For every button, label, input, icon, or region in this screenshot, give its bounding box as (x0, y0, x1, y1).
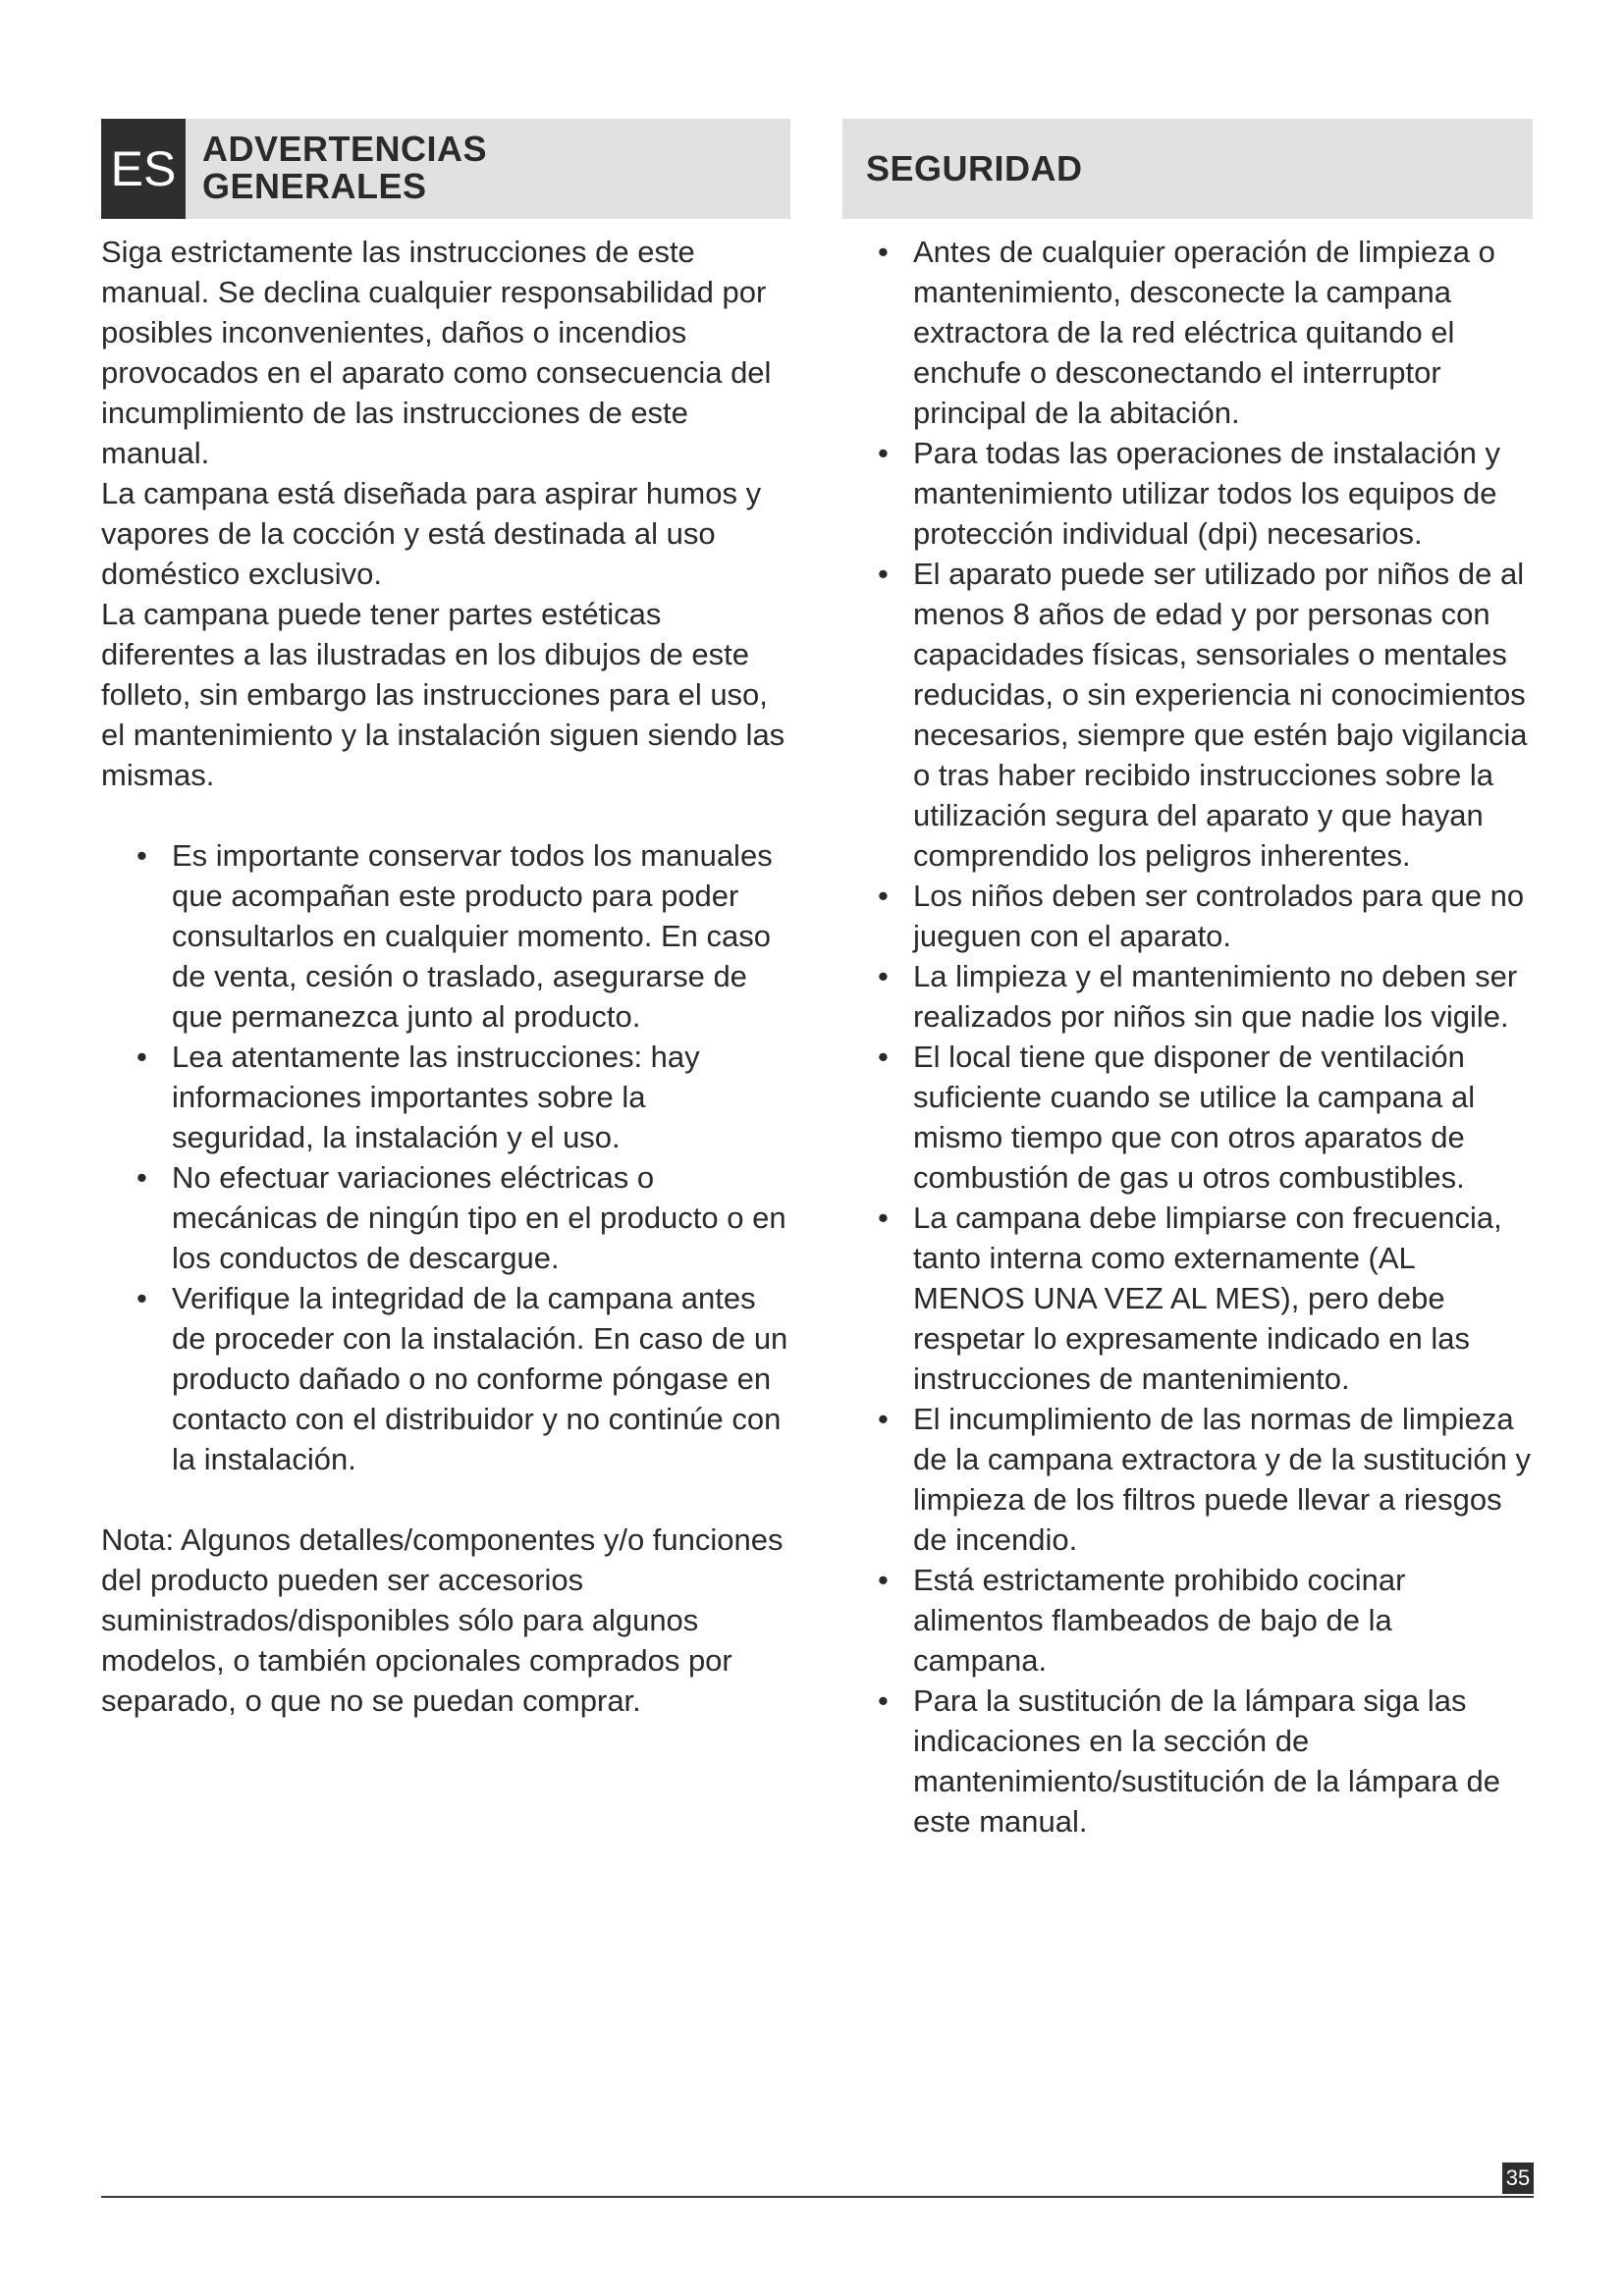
bullet-icon: • (878, 235, 889, 269)
paragraph: La campana está diseñada para aspirar humos y vapores de la cocción y está destinada al uso doméstico exclusivo. (101, 476, 762, 591)
bullet-icon: • (136, 1040, 147, 1074)
right-column (842, 119, 1533, 1842)
note-paragraph: Nota: Algunos detalles/componentes y/o funciones del producto pueden ser accesorios suministrados/disponibles sólo para algunos modelos, o también opcionales comprados por separado, o que no se puedan comprar. (101, 1522, 784, 1718)
list-item: • Verifique la integridad de la campana antes de proceder con la instalación. En caso de un producto dañado o no conforme póngase en contacto con el distribuidor y no continúe con la instalación. (101, 1278, 790, 1479)
list-item: • Está estrictamente prohibido cocinar alimentos flambeados de bajo de la campana. (842, 1560, 1533, 1681)
safety-header (842, 119, 1533, 219)
bullet-icon: • (878, 1402, 889, 1436)
bullet-icon: • (878, 1040, 889, 1074)
bullet-icon: • (136, 838, 147, 873)
list-item: • El aparato puede ser utilizado por niños de al menos 8 años de edad y por personas con capacidades físicas, sensoriales o mentales reducidas, o sin experiencia ni conocimientos necesarios, siempre que estén bajo vigilancia o tras haber recibido instrucciones sobre la utilización segura del aparato y que hayan comprendido los peligros inherentes. (842, 554, 1533, 876)
intro-paragraphs (101, 232, 790, 795)
list-item: • Para todas las operaciones de instalación y mantenimiento utilizar todos los equipos de protección individual (dpi) necesarios. (842, 433, 1533, 554)
paragraph: Siga estrictamente las instrucciones de este manual. Se declina cualquier responsabilidad por posibles inconvenientes, daños o incendios provocados en el aparato como consecuencia del incumplimiento de las instrucciones de este manual. (101, 235, 772, 470)
list-item: • Los niños deben ser controlados para que no jueguen con el aparato. (842, 876, 1533, 956)
list-item: • El local tiene que disponer de ventilación suficiente cuando se utilice la campana al mismo tiempo que con otros aparatos de combustión de gas u otros combustibles. (842, 1037, 1533, 1198)
list-item: • Para la sustitución de la lámpara siga las indicaciones en la sección de mantenimiento/sustitución de la lámpara de este manual. (842, 1681, 1533, 1842)
title-line-1: ADVERTENCIAS (202, 129, 488, 169)
bullet-icon: • (878, 1563, 889, 1597)
list-item: • La campana debe limpiarse con frecuencia, tanto interna como externamente (AL MENOS UNA VEZ AL MES), pero debe respetar lo expresamente indicado en las instrucciones de mantenimiento. (842, 1198, 1533, 1399)
left-column (101, 119, 790, 1721)
bullet-icon: • (878, 1683, 889, 1718)
list-item: • No efectuar variaciones eléctricas o mecánicas de ningún tipo en el producto o en los conductos de descargue. (101, 1157, 790, 1278)
general-warnings-title (202, 131, 752, 205)
language-badge: ES (101, 119, 186, 219)
list-item: • El incumplimiento de las normas de limpieza de la campana extractora y de la sustitución y limpieza de los filtros puede llevar a riesgos de incendio. (842, 1399, 1533, 1560)
bullet-icon: • (136, 1160, 147, 1195)
paragraph: La campana puede tener partes estéticas diferentes a las ilustradas en los dibujos de este folleto, sin embargo las instrucciones para el uso, el mantenimiento y la instalación siguen siendo las mismas. (101, 597, 785, 792)
list-item: • Es importante conservar todos los manuales que acompañan este producto para poder consultarlos en cualquier momento. En caso de venta, cesión o traslado, asegurarse de que permanezca junto al producto. (101, 835, 790, 1037)
list-item: • Antes de cualquier operación de limpieza o mantenimiento, desconecte la campana extractora de la red eléctrica quitando el enchufe o desconectando el interruptor principal de la abitación. (842, 232, 1533, 433)
list-item: • Lea atentamente las instrucciones: hay informaciones importantes sobre la seguridad, la instalación y el uso. (101, 1037, 790, 1157)
safety-list (842, 232, 1533, 1842)
safety-title: SEGURIDAD (866, 148, 1083, 188)
general-warnings-list (101, 835, 790, 1479)
page-number: 35 (1502, 2163, 1534, 2194)
bullet-icon: • (136, 1281, 147, 1315)
general-warnings-header (101, 119, 790, 219)
footer-divider (101, 2196, 1534, 2198)
bullet-icon: • (878, 557, 889, 591)
bullet-icon: • (878, 879, 889, 913)
bullet-icon: • (878, 436, 889, 470)
title-line-2: GENERALES (202, 166, 427, 206)
bullet-icon: • (878, 959, 889, 993)
list-item: • La limpieza y el mantenimiento no deben ser realizados por niños sin que nadie los vigile. (842, 956, 1533, 1037)
bullet-icon: • (878, 1201, 889, 1235)
